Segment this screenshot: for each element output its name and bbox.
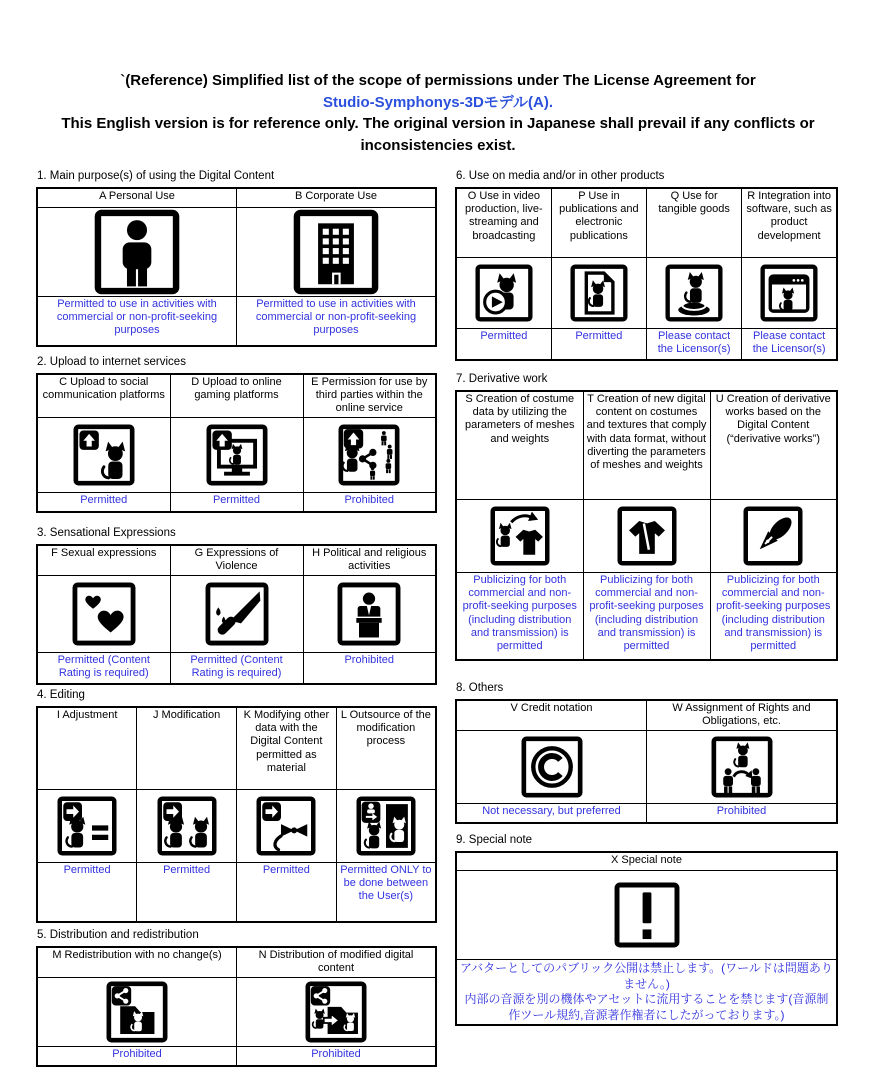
right-column (455, 170, 838, 1026)
cell-P-result: Permitted (551, 329, 646, 361)
section-5-table (36, 946, 437, 1067)
section-1-header-row (37, 188, 436, 208)
title-line-3: This English version is for reference only. The original version in Japanese shall prevail if any conflicts or (61, 115, 815, 132)
cell-P-header: P Use in publications and electronic publications (551, 188, 646, 258)
cell-L-result: Permitted ONLY to be done between the User(s) (336, 863, 436, 923)
title-line-1: `(Reference) Simplified list of the scope of permissions under The License Agreement for (120, 72, 756, 89)
publication-page-cat-icon (570, 264, 628, 322)
cat-parts-material-icon (256, 796, 316, 856)
section-6-label: 6. Use on media and/or in other products (456, 170, 665, 182)
cell-C-header: C Upload to social communication platforms (37, 374, 170, 418)
podium-speaker-icon (337, 582, 401, 646)
cell-S-result: Publicizing for both commercial and non-profit-seeking purposes (including distribution and transmission) is permitted (456, 573, 583, 661)
cell-M-result: Prohibited (37, 1047, 237, 1067)
cell-G-header: G Expressions of Violence (170, 545, 303, 576)
section-2-icon-row (37, 418, 436, 493)
section-3-table (36, 544, 437, 685)
cell-H-header: H Political and religious activities (303, 545, 436, 576)
section-5 (36, 929, 437, 1067)
cell-K-icon-cell (237, 790, 337, 863)
page-title (23, 70, 853, 156)
section-3-header-row (37, 545, 436, 576)
section-2-result-row (37, 493, 436, 513)
corporate-building-icon (293, 209, 379, 295)
cell-W-header: W Assignment of Rights and Obligations, etc. (647, 700, 838, 731)
section-5-icon-row (37, 978, 436, 1047)
title-line-2-product-name: Studio-Symphonys-3Dモデル(A). (322, 93, 554, 111)
cell-S-icon-cell (456, 500, 583, 573)
cell-N-icon-cell (237, 978, 437, 1047)
cell-J-icon-cell (137, 790, 237, 863)
section-6-result-row (456, 329, 837, 361)
section-9-icon-row (456, 871, 837, 960)
cell-T-icon-cell (583, 500, 710, 573)
section-5-header-row (37, 947, 436, 978)
cell-B-icon-cell (237, 208, 437, 297)
cell-E-header: E Permission for use by third parties within the online service (303, 374, 436, 418)
cell-R-icon-cell (742, 258, 837, 329)
section-2-header-row (37, 374, 436, 418)
cell-E-result: Prohibited (303, 493, 436, 513)
section-3-icon-row (37, 576, 436, 653)
section-8-header-row (456, 700, 837, 731)
section-7-result-row (456, 573, 837, 661)
section-6-header-row (456, 188, 837, 258)
exclamation-icon (614, 882, 680, 948)
cell-A-result: Permitted to use in activities with commercial or non-profit-seeking purposes (37, 297, 237, 347)
section-1-label: 1. Main purpose(s) of using the Digital Content (37, 170, 275, 182)
cell-A-icon-cell (37, 208, 237, 297)
cell-E-icon-cell (303, 418, 436, 493)
adjustment-cat-equals-icon (57, 796, 117, 856)
folder-share-modified-cat-icon (305, 981, 367, 1043)
section-3 (36, 527, 437, 685)
cell-U-icon-cell (710, 500, 837, 573)
video-play-cat-icon (475, 264, 533, 322)
cell-J-result: Permitted (137, 863, 237, 923)
cell-H-result: Prohibited (303, 653, 436, 685)
cell-M-icon-cell (37, 978, 237, 1047)
section-8-result-row (456, 804, 837, 824)
cell-O-icon-cell (456, 258, 551, 329)
cell-R-header: R Integration into software, such as product development (742, 188, 837, 258)
section-9-result-row (456, 960, 837, 1026)
cell-N-result: Prohibited (237, 1047, 437, 1067)
cell-G-icon-cell (170, 576, 303, 653)
cell-W-result: Prohibited (647, 804, 838, 824)
section-4 (36, 689, 437, 923)
knife-violence-icon (205, 582, 269, 646)
cell-Q-icon-cell (647, 258, 742, 329)
cell-I-icon-cell (37, 790, 137, 863)
section-7-table (455, 390, 838, 661)
cell-D-icon-cell (170, 418, 303, 493)
cell-H-icon-cell (303, 576, 436, 653)
costume-icon (617, 506, 677, 566)
section-4-result-row (37, 863, 436, 923)
section-8-table (455, 699, 838, 824)
section-9-header-row (456, 852, 837, 871)
third-party-share-icon (338, 424, 400, 486)
section-2 (36, 356, 437, 513)
cell-I-result: Permitted (37, 863, 137, 923)
cell-U-header: U Creation of derivative works based on the Digital Content (“derivative works”) (710, 391, 837, 500)
section-4-table (36, 706, 437, 923)
section-7-icon-row (456, 500, 837, 573)
section-6-table (455, 187, 838, 361)
cell-F-result: Permitted (Content Rating is required) (37, 653, 170, 685)
assignment-people-cat-icon (711, 736, 773, 798)
cell-B-header: B Corporate Use (237, 188, 437, 208)
cell-D-header: D Upload to online gaming platforms (170, 374, 303, 418)
section-5-label: 5. Distribution and redistribution (37, 929, 199, 941)
cell-V-icon-cell (456, 731, 647, 804)
cell-O-header: O Use in video production, live-streaming and broadcasting (456, 188, 551, 258)
cell-W-icon-cell (647, 731, 838, 804)
cell-X-result-line-2: 内部の音源を別の機体やアセットに流用することを禁じます(音源制作ツール規約,音源著作権者にしたがっております。) (464, 992, 829, 1022)
section-3-result-row (37, 653, 436, 685)
cell-X-icon-cell (456, 871, 837, 960)
upload-social-cat-icon (73, 424, 135, 486)
cell-X-result (456, 960, 837, 1026)
section-1-result-row (37, 297, 436, 347)
section-9-table (455, 851, 838, 1026)
figurine-cat-icon (665, 264, 723, 322)
cell-U-result: Publicizing for both commercial and non-profit-seeking purposes (including distribution and transmission) is permitted (710, 573, 837, 661)
cell-D-result: Permitted (170, 493, 303, 513)
section-1 (36, 170, 437, 347)
cell-Q-header: Q Use for tangible goods (647, 188, 742, 258)
section-4-icon-row (37, 790, 436, 863)
section-6-icon-row (456, 258, 837, 329)
cell-I-header: I Adjustment (37, 707, 137, 790)
section-2-label: 2. Upload to internet services (37, 356, 186, 368)
section-5-result-row (37, 1047, 436, 1067)
copyright-icon (521, 736, 583, 798)
cell-M-header: M Redistribution with no change(s) (37, 947, 237, 978)
section-2-table (36, 373, 437, 513)
section-9 (455, 834, 838, 1026)
section-9-label: 9. Special note (456, 834, 533, 846)
cat-to-costume-icon (490, 506, 550, 566)
cell-A-header: A Personal Use (37, 188, 237, 208)
cell-X-result-line-1: アバターとしてのパブリック公開は禁止します。(ワールドは問題ありません。) (460, 961, 833, 991)
left-column (36, 170, 437, 1067)
section-8-label: 8. Others (456, 682, 504, 694)
folder-share-cat-icon (106, 981, 168, 1043)
cell-C-result: Permitted (37, 493, 170, 513)
cell-X-header: X Special note (456, 852, 837, 871)
section-4-label: 4. Editing (37, 689, 85, 701)
cell-L-icon-cell (336, 790, 436, 863)
cell-B-result: Permitted to use in activities with commercial or non-profit-seeking purposes (237, 297, 437, 347)
cell-F-icon-cell (37, 576, 170, 653)
cell-C-icon-cell (37, 418, 170, 493)
section-6 (455, 170, 838, 361)
cell-S-header: S Creation of costume data by utilizing the parameters of meshes and weights (456, 391, 583, 500)
software-window-cat-icon (760, 264, 818, 322)
modification-cats-icon (157, 796, 217, 856)
cell-N-header: N Distribution of modified digital content (237, 947, 437, 978)
cell-G-result: Permitted (Content Rating is required) (170, 653, 303, 685)
cell-Q-result: Please contact the Licensor(s) (647, 329, 742, 361)
cell-L-header: L Outsource of the modification process (336, 707, 436, 790)
cell-F-header: F Sexual expressions (37, 545, 170, 576)
section-1-table (36, 187, 437, 347)
cell-O-result: Permitted (456, 329, 551, 361)
outsource-cat-person-icon (356, 796, 416, 856)
hearts-icon (72, 582, 136, 646)
section-7-label: 7. Derivative work (456, 373, 548, 385)
cell-J-header: J Modification (137, 707, 237, 790)
cell-P-icon-cell (551, 258, 646, 329)
section-3-label: 3. Sensational Expressions (37, 527, 176, 539)
cell-R-result: Please contact the Licensor(s) (742, 329, 837, 361)
cell-K-result: Permitted (237, 863, 337, 923)
section-1-icon-row (37, 208, 436, 297)
section-7 (455, 373, 838, 661)
section-4-header-row (37, 707, 436, 790)
cell-T-result: Publicizing for both commercial and non-profit-seeking purposes (including distribution and transmission) is permitted (583, 573, 710, 661)
cell-K-header: K Modifying other data with the Digital Content permitted as material (237, 707, 337, 790)
cell-V-header: V Credit notation (456, 700, 647, 731)
upload-gaming-monitor-cat-icon (206, 424, 268, 486)
cell-V-result: Not necessary, but preferred (456, 804, 647, 824)
title-line-4: inconsistencies exist. (360, 136, 516, 154)
section-8-icon-row (456, 731, 837, 804)
fountain-pen-icon (743, 506, 803, 566)
cell-T-header: T Creation of new digital content on costumes and textures that comply with data format, without diverting the parameters of meshes and weights (583, 391, 710, 500)
section-8 (455, 682, 838, 824)
person-icon (94, 209, 180, 295)
section-7-header-row (456, 391, 837, 500)
